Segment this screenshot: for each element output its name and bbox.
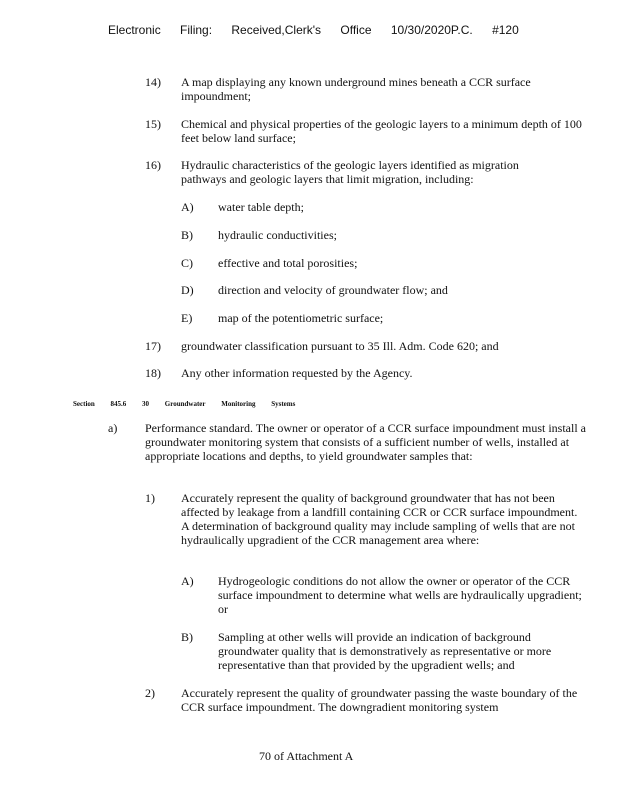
subitem-d-text: direction and velocity of groundwater flow; and [218, 283, 448, 297]
filing-header [108, 23, 535, 37]
section-sub: 30 [142, 400, 150, 408]
item-17-number: 17) [145, 339, 161, 353]
subitem-b-number: B) [181, 228, 193, 242]
subitem-c-number: C) [181, 256, 193, 270]
header-number: #120 [492, 23, 519, 37]
section-title-2: Monitoring [221, 400, 256, 408]
para-1a-text: Hydrogeologic conditions do not allow the owner or operator of the CCR surface impoundment to determine what wells are hydraulically upgradient; or [218, 574, 582, 616]
subitem-d-number: D) [181, 283, 194, 297]
para-1b-number: B) [181, 630, 193, 644]
para-1a-number: A) [181, 574, 194, 588]
header-date: 10/30/2020P.C. [390, 23, 473, 37]
item-14-number: 14) [145, 75, 161, 89]
section-label: Section [73, 400, 95, 408]
item-15-text: Chemical and physical properties of the geologic layers to a minimum depth of 100 feet below land surface; [181, 117, 582, 145]
item-15-number: 15) [145, 117, 161, 131]
section-title-1: Groundwater [164, 400, 206, 408]
header-received: Received,Clerk's [231, 23, 322, 37]
subitem-e-number: E) [181, 311, 193, 325]
item-17-text: groundwater classification pursuant to 35 Ill. Adm. Code 620; and [181, 339, 499, 353]
para-1b-text: Sampling at other wells will provide an indication of background groundwater quality that is demonstratively as representative or more representative than that provided by the upgradient wells; and [218, 630, 552, 672]
item-18-text: Any other information requested by the Agency. [181, 366, 413, 380]
item-18-number: 18) [145, 366, 161, 380]
subitem-a-number: A) [181, 200, 194, 214]
subitem-a-text: water table depth; [218, 200, 304, 214]
para-2-number: 2) [145, 686, 155, 700]
para-1-text: Accurately represent the quality of background groundwater that has not been affected by leakage from a landfill containing CCR or CCR surface impoundment. A determination of background quality may include sampling of wells that are not hydraulically upgradient of the CCR management area where: [181, 491, 578, 547]
item-14-text: A map displaying any known underground mines beneath a CCR surface impoundment; [181, 75, 531, 103]
section-number: 845.6 [110, 400, 127, 408]
section-heading [73, 397, 309, 411]
item-16-text: Hydraulic characteristics of the geologic layers identified as migration pathways and geologic layers that limit migration, including: [181, 158, 519, 186]
para-a-number: a) [108, 421, 118, 435]
subitem-e-text: map of the potentiometric surface; [218, 311, 384, 325]
header-office: Office [340, 23, 372, 37]
section-title-3: Systems [271, 400, 296, 408]
header-filing: Filing: [180, 23, 213, 37]
subitem-c-text: effective and total porosities; [218, 256, 358, 270]
para-a-text: Performance standard. The owner or operator of a CCR surface impoundment must install a groundwater monitoring system that consists of a sufficient number of wells, installed at appropriate locations and depths, to yield groundwater samples that: [145, 421, 586, 463]
para-1-number: 1) [145, 491, 155, 505]
header-electronic: Electronic [108, 23, 161, 37]
item-16-number: 16) [145, 158, 161, 172]
subitem-b-text: hydraulic conductivities; [218, 228, 337, 242]
para-2-text: Accurately represent the quality of groundwater passing the waste boundary of the CCR surface impoundment. The downgradient monitoring system [181, 686, 578, 714]
page-footer: 70 of Attachment A [259, 749, 354, 763]
